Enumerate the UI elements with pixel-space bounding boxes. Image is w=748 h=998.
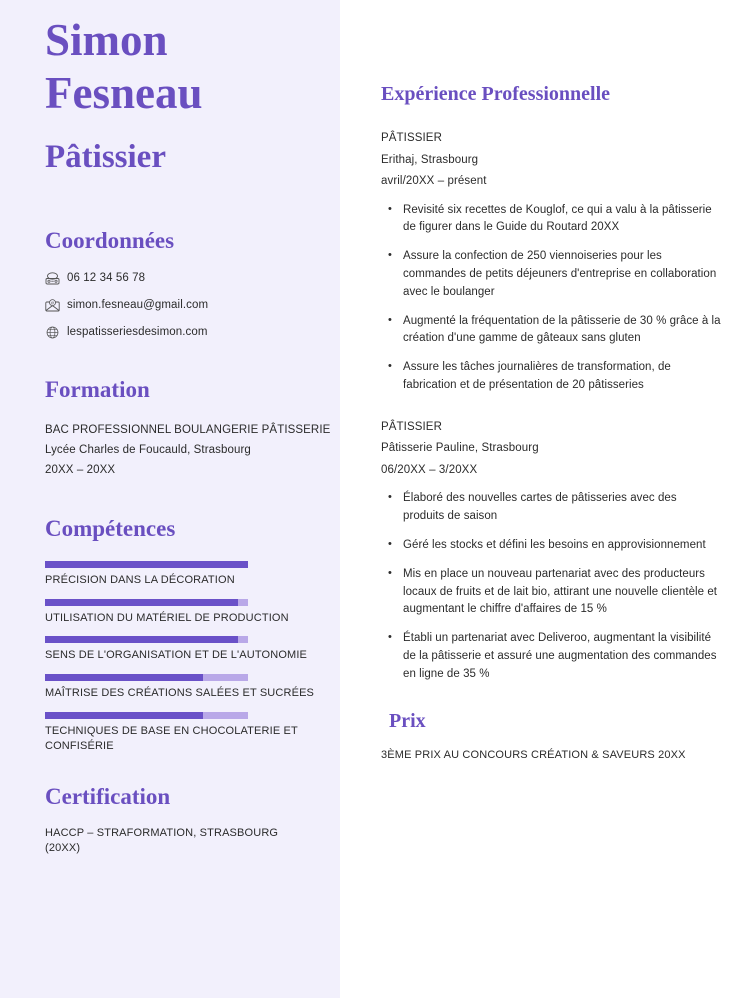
job-title: Pâtissier bbox=[45, 139, 166, 176]
contact-list bbox=[45, 271, 340, 340]
skill-bar-track bbox=[45, 599, 248, 606]
prix-entry: 3ÈME PRIX AU CONCOURS CRÉATION & SAVEURS 20XX bbox=[381, 748, 686, 761]
contact-item-website[interactable] bbox=[45, 325, 340, 340]
section-heading-certification: Certification bbox=[45, 783, 171, 809]
globe-icon bbox=[45, 326, 67, 339]
skill-item bbox=[45, 599, 340, 626]
contact-email-value: simon.fesneau@gmail.com bbox=[67, 299, 209, 312]
telephone-icon bbox=[45, 272, 67, 285]
experience-bullet: • Assure les tâches journalières de transformation, de fabrication et de présentation de 20 pâtisseries bbox=[381, 359, 721, 395]
experience-dates: 06/20XX – 3/20XX bbox=[381, 463, 478, 476]
experience-bullet-list bbox=[381, 490, 721, 683]
formation-school: Lycée Charles de Foucauld, Strasbourg bbox=[45, 443, 251, 456]
formation-entry bbox=[45, 420, 340, 480]
skill-bar-fill bbox=[45, 561, 248, 568]
skill-bar-track bbox=[45, 674, 248, 681]
sidebar-panel bbox=[0, 0, 340, 998]
section-coordonnees bbox=[45, 227, 340, 340]
skill-label: SENS DE L'ORGANISATION ET DE L'AUTONOMIE bbox=[45, 649, 308, 662]
page-title: Simon bbox=[45, 15, 168, 65]
main-column bbox=[381, 0, 721, 763]
skill-bar-fill bbox=[45, 636, 238, 643]
experience-job-title: PÂTISSIER bbox=[381, 132, 442, 144]
skill-bar-track bbox=[45, 561, 248, 568]
experience-meta bbox=[381, 417, 721, 482]
section-heading-prix: Prix bbox=[389, 709, 426, 732]
section-heading-competences: Compétences bbox=[45, 516, 176, 542]
experience-meta bbox=[381, 128, 721, 193]
experience-bullet: • Augmenté la fréquentation de la pâtisserie de 30 % grâce à la création d'une gamme de gâteaux sans gluten bbox=[381, 313, 721, 349]
skill-item bbox=[45, 712, 340, 754]
contact-item-phone[interactable] bbox=[45, 271, 340, 286]
experience-dates: avril/20XX – présent bbox=[381, 175, 487, 187]
skill-bar-track bbox=[45, 636, 248, 643]
section-formation bbox=[45, 376, 340, 480]
contact-phone-value: 06 12 34 56 78 bbox=[67, 272, 146, 285]
section-heading-formation: Formation bbox=[45, 377, 150, 403]
formation-degree: BAC PROFESSIONNEL BOULANGERIE PÂTISSERIE bbox=[45, 423, 331, 436]
formation-dates: 20XX – 20XX bbox=[45, 464, 116, 477]
experience-bullet: • Revisité six recettes de Kouglof, ce qui a valu à la pâtisserie de figurer dans le Guide du Routard 20XX bbox=[381, 202, 721, 238]
skill-label: PRÉCISION DANS LA DÉCORATION bbox=[45, 573, 235, 586]
certification-year: (20XX) bbox=[45, 842, 81, 855]
prix-heading-wrap bbox=[381, 709, 721, 733]
page-title-surname: Fesneau bbox=[45, 68, 203, 119]
contact-item-email[interactable] bbox=[45, 298, 340, 313]
experience-bullet: • Établi un partenariat avec Deliveroo, augmentant la visibilité de la pâtisserie et assuré une augmentation des commandes en ligne de 35 % bbox=[381, 630, 721, 683]
experience-bullet-list bbox=[381, 202, 721, 395]
experience-bullet: • Mis en place un nouveau partenariat avec des producteurs locaux de fruits et de lait bio, attirant une nouvelle clientèle et augmentant le chiffre d'affaires de 15 % bbox=[381, 566, 721, 619]
skill-bar-fill bbox=[45, 712, 203, 719]
skill-label: MAÎTRISE DES CRÉATIONS SALÉES ET SUCRÉES bbox=[45, 687, 315, 700]
certification-entry bbox=[45, 826, 340, 856]
experience-entry bbox=[381, 128, 721, 395]
section-certification bbox=[45, 783, 340, 856]
skill-item bbox=[45, 636, 340, 663]
certification-name: HACCP – STRAFORMATION, STRASBOURG bbox=[45, 827, 279, 840]
sidebar-content bbox=[45, 0, 340, 856]
experience-bullet: • Assure la confection de 250 viennoiseries pour les commandes de petits déjeuners d'entreprise en collaboration avec le boulanger bbox=[381, 248, 721, 301]
skill-label: UTILISATION DU MATÉRIEL DE PRODUCTION bbox=[45, 611, 289, 624]
skill-label: TECHNIQUES DE BASE EN CHOCOLATERIE ET CONFISÉRIE bbox=[45, 725, 298, 752]
section-prix bbox=[381, 709, 721, 763]
section-experience bbox=[381, 0, 721, 106]
experience-entry bbox=[381, 417, 721, 684]
svg-text:@: @ bbox=[50, 301, 55, 306]
name-block bbox=[45, 0, 340, 178]
experience-bullet: • Géré les stocks et défini les besoins en approvisionnement bbox=[381, 537, 721, 555]
skill-item bbox=[45, 561, 340, 588]
envelope-icon bbox=[45, 299, 67, 312]
skill-bar-fill bbox=[45, 674, 203, 681]
skill-item bbox=[45, 674, 340, 701]
skill-bar-fill bbox=[45, 599, 238, 606]
skill-bar-track bbox=[45, 712, 248, 719]
skill-list bbox=[45, 561, 340, 754]
experience-job-title: PÂTISSIER bbox=[381, 420, 442, 433]
contact-website-value: lespatisseriesdesimon.com bbox=[67, 326, 208, 339]
experience-company: Erithaj, Strasbourg bbox=[381, 153, 479, 166]
section-heading-experience: Expérience Professionnelle bbox=[381, 83, 611, 105]
section-heading-coordonnees: Coordonnées bbox=[45, 227, 175, 253]
experience-bullet: • Élaboré des nouvelles cartes de pâtisseries avec des produits de saison bbox=[381, 490, 721, 526]
section-competences bbox=[45, 515, 340, 754]
experience-company: Pâtisserie Pauline, Strasbourg bbox=[381, 442, 539, 455]
